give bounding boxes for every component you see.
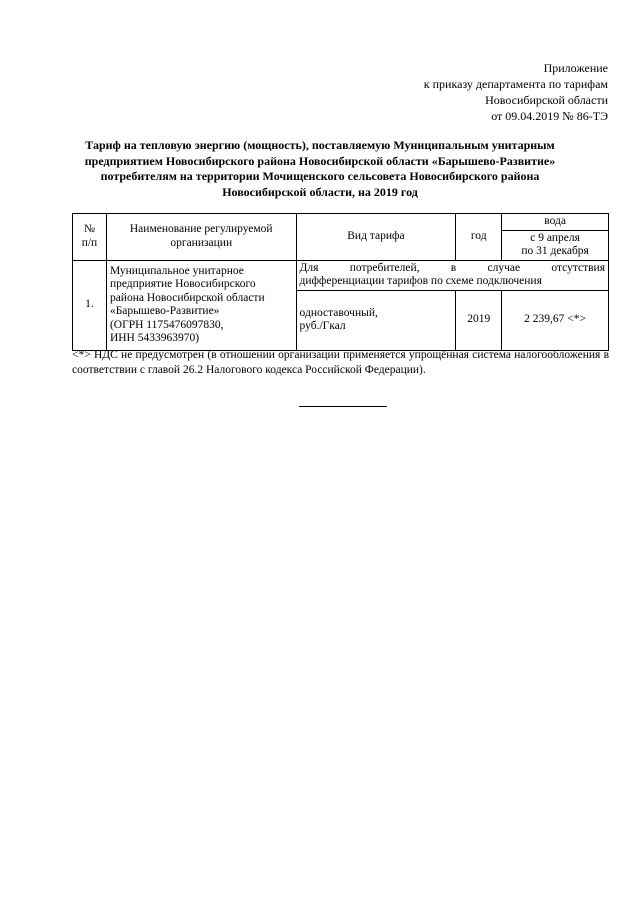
- table-row: [73, 260, 609, 290]
- document-title: [78, 138, 562, 200]
- header-water: вода: [502, 214, 609, 231]
- row-value: 2 239,67 <*>: [502, 290, 609, 350]
- header-period-line-1: с 9 апреля: [530, 231, 580, 244]
- closing-divider: [299, 406, 387, 407]
- appendix-header: [424, 60, 608, 124]
- header-number-line-1: №: [83, 223, 95, 236]
- row-year: 2019: [456, 290, 502, 350]
- row-organization-line-2: предприятие Новосибирского: [109, 278, 256, 290]
- footnote: <*> НДС не предусмотрен (в отношении организации применяется упрощённая система налогообложения в соответствии с главой 26.2 Налогового кодекса Российской Федерации).: [72, 349, 609, 376]
- row-tariff-type-line-1: одноставочный,: [299, 306, 378, 319]
- title-line-2: предприятием Новосибирского района Новосибирской области «Барышево-Развитие»: [84, 153, 556, 168]
- row-organization-line-6: ИНН 5433963970): [109, 332, 200, 344]
- header-organization-line-1: Наименование регулируемой: [129, 223, 273, 236]
- header-organization-line-2: организации: [170, 236, 233, 249]
- header-year: год: [456, 214, 502, 261]
- row-consumers: [296, 260, 608, 290]
- header-number-line-2: п/п: [81, 236, 98, 249]
- header-organization: [106, 214, 296, 261]
- tariff-table: [72, 213, 609, 351]
- table-header-row-1: [73, 214, 609, 231]
- title-line-1: Тариф на тепловую энергию (мощность), поставляемую Муниципальным унитарным: [85, 138, 555, 152]
- row-tariff-type-line-2: руб./Гкал: [299, 320, 346, 332]
- row-organization-line-3: района Новосибирской области: [109, 291, 265, 304]
- appendix-line-3: Новосибирской области: [485, 93, 608, 107]
- header-period: [502, 230, 609, 260]
- row-organization: [106, 260, 296, 350]
- appendix-line-4: от 09.04.2019 № 86-ТЭ: [491, 109, 608, 123]
- header-period-line-2: по 31 декабря: [521, 245, 589, 257]
- header-tariff-type: Вид тарифа: [296, 214, 456, 261]
- appendix-line-2: к приказу департамента по тарифам: [423, 77, 608, 91]
- title-line-3: потребителям на территории Мочищенского сельсовета Новосибирского района: [100, 169, 540, 183]
- row-consumers-line-1: Для потребителей, в случае отсутствия: [299, 261, 605, 274]
- appendix-line-1: Приложение: [543, 61, 608, 75]
- title-line-4: Новосибирской области, на 2019 год: [222, 184, 418, 199]
- row-consumers-line-2: дифференциации тарифов по схеме подключения: [299, 275, 542, 287]
- row-organization-line-1: Муниципальное унитарное: [109, 264, 244, 277]
- row-tariff-type: [296, 290, 456, 350]
- header-number: [73, 214, 107, 261]
- row-number: 1.: [73, 260, 107, 350]
- row-organization-line-5: (ОГРН 1175476097830,: [109, 318, 224, 331]
- row-organization-line-4: «Барышево-Развитие»: [109, 305, 220, 317]
